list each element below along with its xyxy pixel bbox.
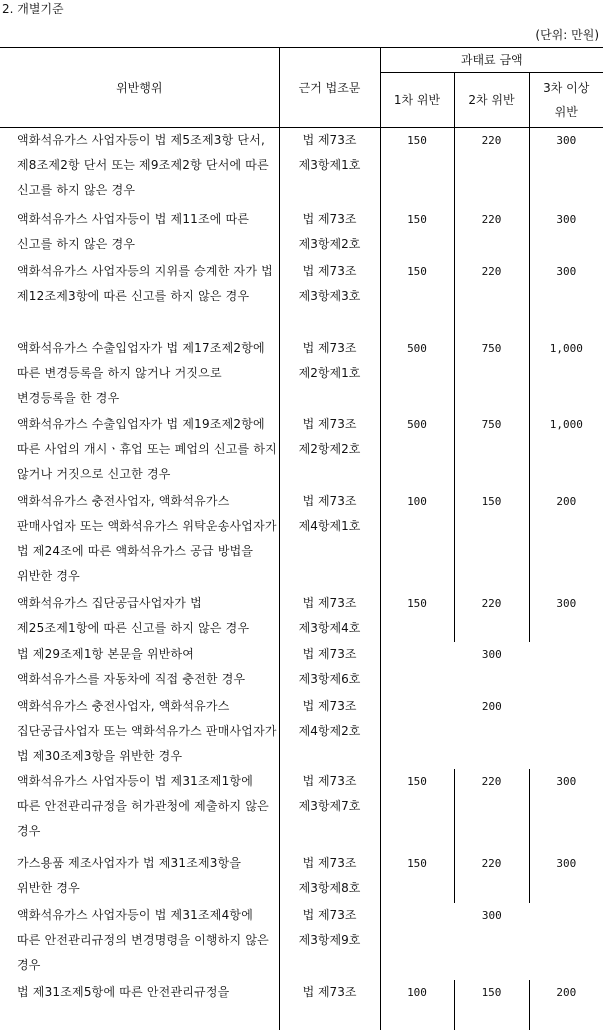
- header-violation: 위반행위: [0, 48, 279, 128]
- fine-amount-third: 200: [529, 489, 603, 591]
- item-prefix: [0, 851, 17, 876]
- fine-amount-third: 300: [529, 769, 603, 851]
- fine-amount-second: 220: [454, 259, 529, 336]
- header-fine-amount: 과태료 금액: [380, 48, 603, 73]
- violation-description: [0, 642, 279, 694]
- law-line-2: 제3항제6호: [280, 667, 380, 692]
- violation-description: [0, 591, 279, 642]
- legal-basis: [279, 259, 380, 336]
- law-line-2: 제2항제2호: [280, 437, 380, 462]
- fine-amount-third: 300: [529, 128, 603, 207]
- violation-description: [0, 694, 279, 769]
- legal-basis: [279, 694, 380, 769]
- law-line-2: 제3항제1호: [280, 153, 380, 178]
- item-text: 액화석유가스 충전사업자, 액화석유가스 집단공급사업자 또는 액화석유가스 판매사업자가 법 제30조제3항을 위반한 경우: [17, 699, 277, 763]
- violation-description: [0, 851, 279, 903]
- table-row: [0, 336, 603, 412]
- item-prefix: [0, 259, 17, 284]
- item-prefix: [0, 336, 17, 361]
- fine-amount-all: 300: [380, 642, 603, 694]
- legal-basis: [279, 412, 380, 489]
- item-prefix: [0, 642, 17, 667]
- law-line-1: 법 제73조: [280, 336, 380, 361]
- table-row: [0, 980, 603, 1030]
- law-line-1: 법 제73조: [280, 259, 380, 284]
- law-line-1: 법 제73조: [280, 903, 380, 928]
- violation-description: [0, 903, 279, 980]
- table-row: [0, 851, 603, 903]
- table-body: [0, 128, 603, 1030]
- table-row: [0, 591, 603, 642]
- violation-description: [0, 128, 279, 207]
- law-line-1: 법 제73조: [280, 980, 380, 1005]
- header-third-violation: [529, 73, 603, 128]
- table-row: [0, 412, 603, 489]
- item-text: 액화석유가스 사업자등이 법 제11조에 따른 신고를 하지 않은 경우: [17, 212, 249, 251]
- fine-amount-second: 220: [454, 591, 529, 642]
- violation-description: [0, 412, 279, 489]
- legal-basis: [279, 980, 380, 1030]
- item-prefix: [0, 412, 17, 437]
- table-row: [0, 694, 603, 769]
- item-prefix: [0, 207, 17, 232]
- fine-table: [0, 47, 603, 1030]
- table-row: [0, 903, 603, 980]
- fine-amount-second: 220: [454, 769, 529, 851]
- item-text: 액화석유가스 사업자등이 법 제31조제4항에 따른 안전관리규정의 변경명령을 이행하지 않은 경우: [17, 908, 269, 972]
- header-first-violation: 1차 위반: [380, 73, 454, 128]
- violation-description: [0, 336, 279, 412]
- fine-amount-second: 750: [454, 412, 529, 489]
- fine-amount-second: 150: [454, 980, 529, 1030]
- item-prefix: [0, 694, 17, 719]
- fine-amount-first: 500: [380, 412, 454, 489]
- violation-description: [0, 769, 279, 851]
- table-row: [0, 207, 603, 259]
- fine-amount-all: 300: [380, 903, 603, 980]
- table-row: [0, 259, 603, 336]
- violation-description: [0, 489, 279, 591]
- law-line-2: 제2항제1호: [280, 361, 380, 386]
- legal-basis: [279, 489, 380, 591]
- fine-amount-second: 750: [454, 336, 529, 412]
- legal-basis: [279, 591, 380, 642]
- fine-amount-all: 200: [380, 694, 603, 769]
- item-prefix: [0, 489, 17, 514]
- law-line-1: 법 제73조: [280, 128, 380, 153]
- legal-basis: [279, 903, 380, 980]
- fine-amount-second: 220: [454, 207, 529, 259]
- item-text: 가스용품 제조사업자가 법 제31조제3항을 위반한 경우: [17, 856, 241, 895]
- fine-amount-first: 150: [380, 128, 454, 207]
- fine-amount-second: 150: [454, 489, 529, 591]
- law-line-2: 제4항제1호: [280, 514, 380, 539]
- item-prefix: [0, 128, 17, 153]
- fine-amount-third: 300: [529, 591, 603, 642]
- law-line-1: 법 제73조: [280, 694, 380, 719]
- fine-amount-third: 300: [529, 259, 603, 336]
- table-row: [0, 769, 603, 851]
- table-row: [0, 642, 603, 694]
- violation-description: [0, 980, 279, 1030]
- item-prefix: [0, 980, 17, 1005]
- law-line-2: 제3항제7호: [280, 794, 380, 819]
- legal-basis: [279, 336, 380, 412]
- fine-amount-first: 150: [380, 591, 454, 642]
- fine-amount-first: 150: [380, 259, 454, 336]
- fine-amount-first: 150: [380, 207, 454, 259]
- item-prefix: [0, 591, 17, 616]
- item-text: 액화석유가스 사업자등이 법 제31조제1항에 따른 안전관리규정을 허가관청에 제출하지 않은 경우: [17, 774, 269, 838]
- item-text: 법 제31조제5항에 따른 안전관리규정을: [17, 985, 229, 999]
- table-row: [0, 489, 603, 591]
- fine-amount-first: 500: [380, 336, 454, 412]
- table-row: [0, 128, 603, 207]
- item-prefix: [0, 769, 17, 794]
- fine-amount-third: 300: [529, 851, 603, 903]
- header-law: 근거 법조문: [279, 48, 380, 128]
- section-title: 2. 개별기준: [2, 2, 64, 16]
- law-line-1: 법 제73조: [280, 769, 380, 794]
- item-text: 액화석유가스 충전사업자, 액화석유가스 판매사업자 또는 액화석유가스 위탁운송사업자가 법 제24조에 따른 액화석유가스 공급 방법을 위반한 경우: [17, 494, 277, 583]
- fine-amount-third: 1,000: [529, 412, 603, 489]
- law-line-2: 제4항제2호: [280, 719, 380, 744]
- fine-amount-second: 220: [454, 851, 529, 903]
- fine-amount-first: 150: [380, 769, 454, 851]
- item-prefix: [0, 903, 17, 928]
- law-line-1: 법 제73조: [280, 642, 380, 667]
- law-line-1: 법 제73조: [280, 591, 380, 616]
- fine-amount-first: 100: [380, 489, 454, 591]
- law-line-2: 제3항제9호: [280, 928, 380, 953]
- item-text: 액화석유가스 수출입업자가 법 제19조제2항에 따른 사업의 개시ㆍ휴업 또는 폐업의 신고를 하지 않거나 거짓으로 신고한 경우: [17, 417, 277, 481]
- violation-description: [0, 259, 279, 336]
- item-text: 법 제29조제1항 본문을 위반하여 액화석유가스를 자동차에 직접 충전한 경우: [17, 647, 245, 686]
- law-line-2: 제3항제4호: [280, 616, 380, 641]
- law-line-2: 제3항제2호: [280, 232, 380, 257]
- item-text: 액화석유가스 집단공급사업자가 법 제25조제1항에 따른 신고를 하지 않은 경우: [17, 596, 249, 635]
- legal-basis: [279, 769, 380, 851]
- header-row: [0, 48, 603, 73]
- law-line-1: 법 제73조: [280, 207, 380, 232]
- law-line-1: 법 제73조: [280, 851, 380, 876]
- fine-amount-first: 100: [380, 980, 454, 1030]
- fine-amount-second: 220: [454, 128, 529, 207]
- legal-basis: [279, 642, 380, 694]
- fine-amount-third: 1,000: [529, 336, 603, 412]
- unit-label: (단위: 만원): [535, 28, 599, 42]
- legal-basis: [279, 207, 380, 259]
- legal-basis: [279, 851, 380, 903]
- header-second-violation: 2차 위반: [454, 73, 529, 128]
- item-text: 액화석유가스 수출입업자가 법 제17조제2항에 따른 변경등록을 하지 않거나 거짓으로 변경등록을 한 경우: [17, 341, 265, 405]
- header-third-line2: 위반: [530, 100, 603, 124]
- item-text: 액화석유가스 사업자등의 지위를 승계한 자가 법 제12조제3항에 따른 신고를 하지 않은 경우: [17, 264, 273, 303]
- law-line-2: 제3항제8호: [280, 876, 380, 901]
- violation-description: [0, 207, 279, 259]
- fine-amount-third: 200: [529, 980, 603, 1030]
- law-line-1: 법 제73조: [280, 489, 380, 514]
- item-text: 액화석유가스 사업자등이 법 제5조제3항 단서, 제8조제2항 단서 또는 제9조제2항 단서에 따른 신고를 하지 않은 경우: [17, 133, 269, 197]
- fine-amount-third: 300: [529, 207, 603, 259]
- header-third-line1: 3차 이상: [530, 76, 603, 100]
- law-line-1: 법 제73조: [280, 412, 380, 437]
- legal-basis: [279, 128, 380, 207]
- law-line-2: 제3항제3호: [280, 284, 380, 309]
- fine-amount-first: 150: [380, 851, 454, 903]
